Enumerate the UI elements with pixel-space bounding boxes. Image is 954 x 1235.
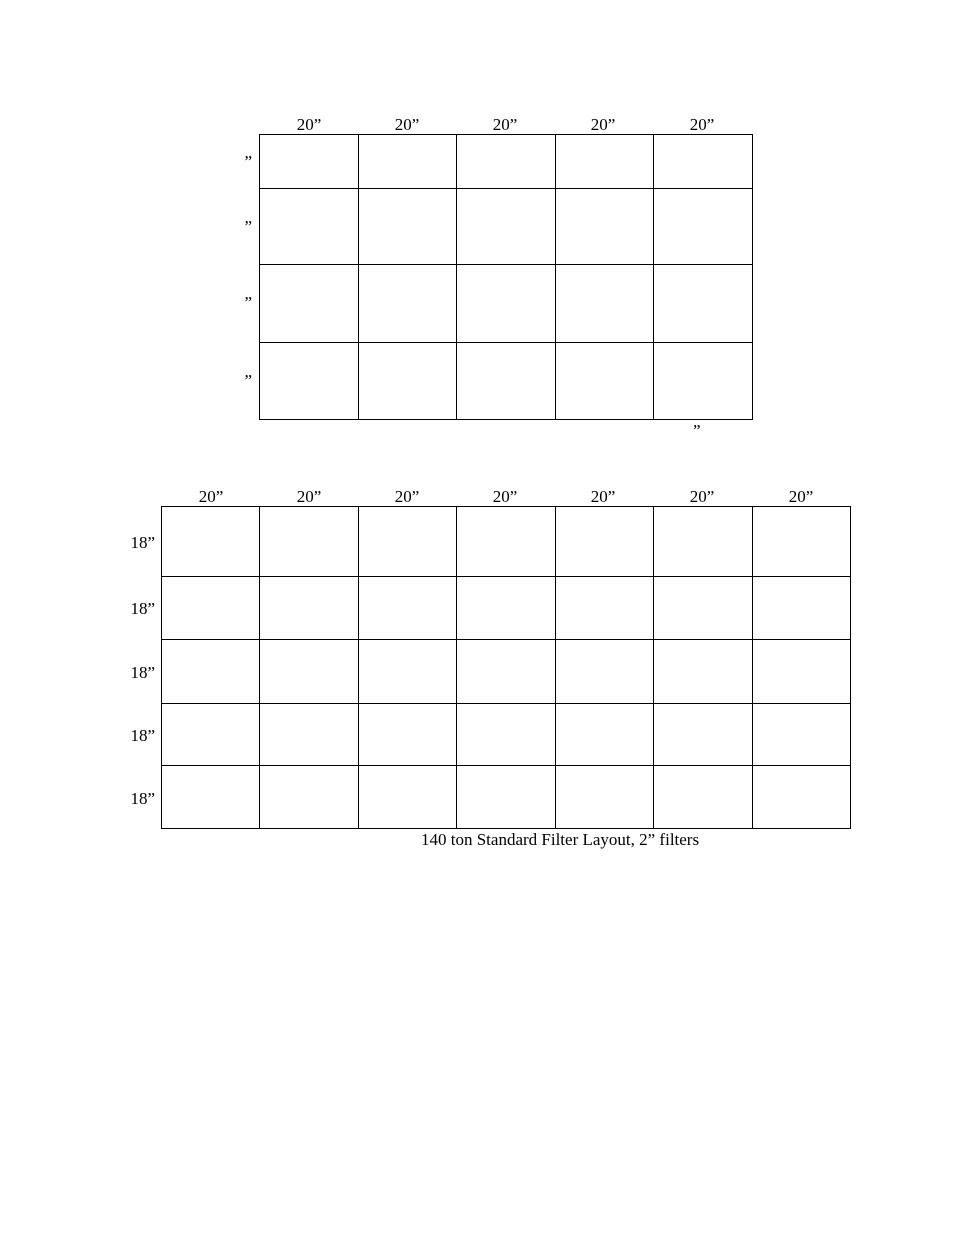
layout-caption: 140 ton Standard Filter Layout, 2” filters — [421, 830, 700, 849]
upper-column-label: 20” — [590, 115, 616, 134]
lower-column-label: 20” — [788, 487, 814, 506]
lower-filter-grid — [161, 506, 851, 829]
filter-cell — [358, 265, 457, 343]
lower-row-label: 18” — [130, 599, 155, 618]
filter-cell — [358, 640, 456, 704]
filter-cell — [654, 507, 752, 577]
upper-row-label: ” — [244, 293, 252, 312]
filter-cell — [555, 265, 654, 343]
filter-cell — [260, 343, 359, 420]
upper-row-label: ” — [244, 152, 252, 171]
filter-row — [260, 135, 753, 189]
lower-column-label: 20” — [689, 487, 715, 506]
filter-cell — [555, 507, 653, 577]
filter-row — [260, 343, 753, 420]
upper-filter-grid — [259, 134, 753, 420]
upper-column-label: 20” — [492, 115, 518, 134]
filter-cell — [260, 265, 359, 343]
filter-row — [162, 577, 851, 640]
filter-cell — [457, 135, 556, 189]
lower-row-label: 18” — [130, 789, 155, 808]
upper-bottom-note: ” — [693, 421, 701, 440]
filter-cell — [752, 766, 850, 829]
filter-cell — [555, 135, 654, 189]
filter-cell — [358, 507, 456, 577]
filter-cell — [260, 189, 359, 265]
lower-column-label: 20” — [198, 487, 224, 506]
filter-row — [260, 265, 753, 343]
filter-cell — [654, 343, 753, 420]
filter-cell — [752, 507, 850, 577]
filter-cell — [752, 704, 850, 766]
filter-cell — [555, 766, 653, 829]
filter-cell — [162, 704, 260, 766]
filter-cell — [358, 577, 456, 640]
upper-column-label: 20” — [296, 115, 322, 134]
upper-column-label: 20” — [689, 115, 715, 134]
upper-row-label: ” — [244, 217, 252, 236]
filter-cell — [654, 189, 753, 265]
filter-cell — [162, 507, 260, 577]
lower-column-label: 20” — [492, 487, 518, 506]
filter-cell — [260, 704, 358, 766]
filter-cell — [358, 135, 457, 189]
filter-cell — [457, 507, 555, 577]
filter-cell — [358, 343, 457, 420]
filter-cell — [555, 189, 654, 265]
filter-row — [260, 189, 753, 265]
filter-cell — [457, 704, 555, 766]
filter-cell — [260, 766, 358, 829]
filter-cell — [752, 640, 850, 704]
filter-cell — [654, 766, 752, 829]
filter-cell — [654, 265, 753, 343]
lower-row-label: 18” — [130, 726, 155, 745]
filter-cell — [752, 577, 850, 640]
filter-cell — [358, 766, 456, 829]
filter-cell — [358, 189, 457, 265]
lower-column-label: 20” — [394, 487, 420, 506]
filter-cell — [260, 577, 358, 640]
filter-cell — [457, 265, 556, 343]
filter-cell — [457, 640, 555, 704]
filter-row — [162, 507, 851, 577]
filter-cell — [555, 704, 653, 766]
filter-cell — [457, 766, 555, 829]
filter-cell — [555, 577, 653, 640]
filter-cell — [654, 704, 752, 766]
filter-cell — [654, 577, 752, 640]
filter-row — [162, 704, 851, 766]
upper-row-label: ” — [244, 371, 252, 390]
filter-cell — [260, 640, 358, 704]
filter-cell — [260, 507, 358, 577]
filter-cell — [162, 577, 260, 640]
filter-row — [162, 766, 851, 829]
lower-column-label: 20” — [296, 487, 322, 506]
filter-cell — [457, 189, 556, 265]
lower-column-label: 20” — [590, 487, 616, 506]
filter-row — [162, 640, 851, 704]
lower-row-label: 18” — [130, 533, 155, 552]
filter-cell — [260, 135, 359, 189]
filter-cell — [555, 640, 653, 704]
filter-cell — [457, 577, 555, 640]
filter-cell — [654, 640, 752, 704]
filter-cell — [162, 640, 260, 704]
filter-cell — [654, 135, 753, 189]
filter-cell — [358, 704, 456, 766]
upper-column-label: 20” — [394, 115, 420, 134]
filter-cell — [457, 343, 556, 420]
lower-row-label: 18” — [130, 663, 155, 682]
filter-cell — [555, 343, 654, 420]
filter-cell — [162, 766, 260, 829]
